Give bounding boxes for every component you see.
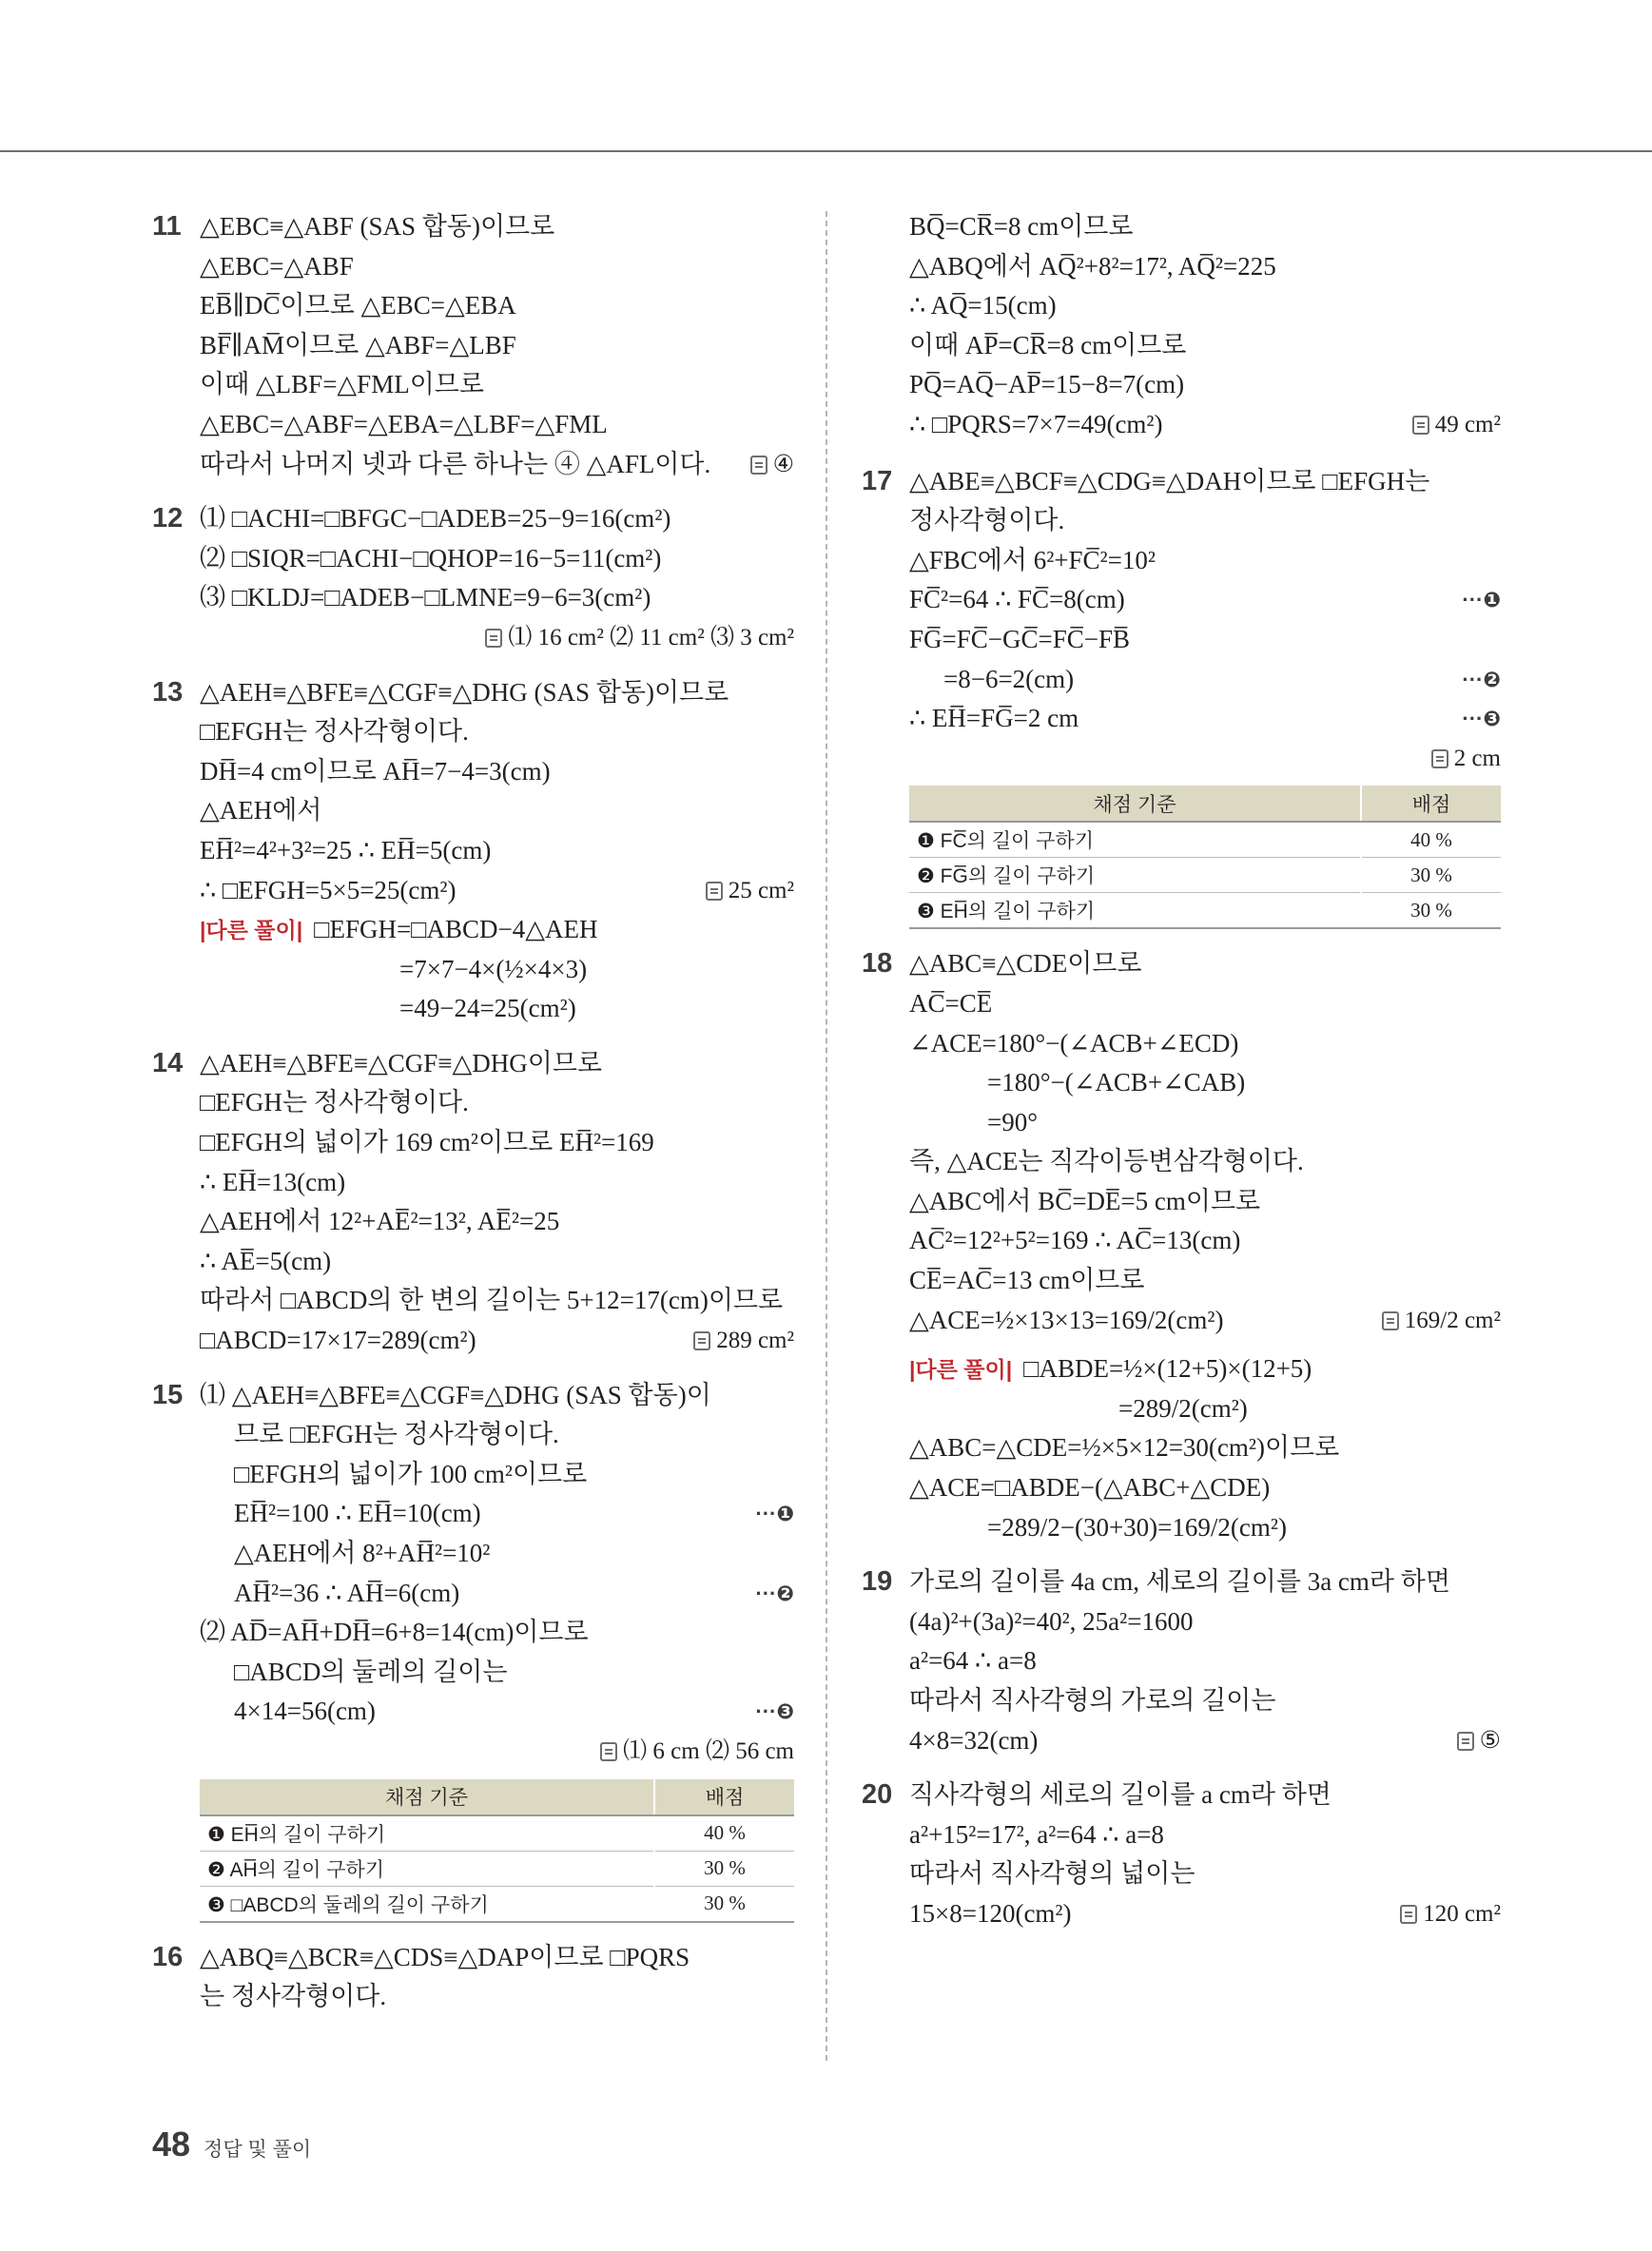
scoring-table bbox=[200, 1779, 794, 1923]
score-cell: 30 % bbox=[1361, 858, 1501, 893]
answer-icon bbox=[485, 629, 502, 648]
solution-line: DH̅=4 cm이므로 AH̅=7−4=3(cm) bbox=[200, 756, 551, 786]
score-cell: 30 % bbox=[654, 1851, 794, 1886]
solution-line: △FBC에서 6²+FC̅²=10² bbox=[909, 545, 1156, 574]
step-marker: ···❷ bbox=[1462, 667, 1501, 691]
answer-text: ⑤ bbox=[1479, 1727, 1501, 1754]
answer-text: 169/2 cm² bbox=[1404, 1307, 1501, 1333]
answer-text: 2 cm bbox=[1453, 745, 1501, 771]
scoring-row bbox=[200, 1851, 794, 1886]
solution-text: FC̅²=64 ∴ FC̅=8(cm) bbox=[909, 585, 1125, 614]
score-header: 배점 bbox=[1361, 786, 1501, 822]
criteria-cell: ❸ EH̅의 길이 구하기 bbox=[909, 893, 1361, 929]
solution-line: ∴ EH̅=13(cm) bbox=[200, 1167, 346, 1196]
problem-number: 19 bbox=[862, 1566, 893, 1598]
answer bbox=[600, 1732, 794, 1772]
answer bbox=[693, 1321, 794, 1361]
solution-line: EH̅²=4²+3²=25 ∴ EH̅=5(cm) bbox=[200, 835, 492, 864]
solution-line: ⑴ □ACHI=□BFGC−□ADEB=25−9=16(cm²) bbox=[200, 504, 671, 534]
solution-line: EB̅∥DC̅이므로 △EBC=△EBA bbox=[200, 291, 516, 320]
solution-line: △AEH에서 12²+AE̅²=13², AE̅²=25 bbox=[200, 1207, 560, 1236]
answer bbox=[1400, 1894, 1501, 1934]
solution-line: =90° bbox=[987, 1107, 1039, 1136]
solution-line: △ABC≡△CDE이므로 bbox=[909, 949, 1142, 979]
score-header: 배점 bbox=[654, 1779, 794, 1815]
criteria-cell: ❶ FC̅의 길이 구하기 bbox=[909, 822, 1361, 858]
answer-icon bbox=[1412, 416, 1429, 435]
solution-line: □ABCD의 둘레의 길이는 bbox=[234, 1657, 508, 1686]
solution-line: ∠ACE=180°−(∠ACB+∠ECD) bbox=[909, 1028, 1239, 1058]
solution-line bbox=[909, 1894, 1501, 1934]
answer-icon bbox=[1382, 1311, 1399, 1330]
score-cell: 30 % bbox=[654, 1886, 794, 1922]
answer bbox=[485, 618, 794, 658]
solution-line bbox=[200, 1321, 794, 1361]
solution-text: EH̅²=100 ∴ EH̅=10(cm) bbox=[234, 1499, 481, 1528]
footer-label: 정답 및 풀이 bbox=[204, 2139, 312, 2161]
solution-line bbox=[909, 1721, 1501, 1761]
solution-line: △EBC=△ABF bbox=[200, 251, 354, 281]
step-marker: ···❸ bbox=[755, 1699, 794, 1724]
solution-line: △AEH에서 8²+AH̅²=10² bbox=[234, 1539, 491, 1567]
answer-text: ⑴ 16 cm² ⑵ 11 cm² ⑶ 3 cm² bbox=[508, 624, 794, 650]
column-divider bbox=[826, 211, 827, 2061]
alt-solution-line: =49−24=25(cm²) bbox=[399, 994, 576, 1023]
answer-text: 25 cm² bbox=[728, 877, 794, 903]
solution-line: 따라서 직사각형의 가로의 길이는 bbox=[909, 1686, 1276, 1715]
solution-line: 이때 AP̅=CR̅=8 cm이므로 bbox=[909, 330, 1187, 359]
alt-solution-line bbox=[909, 1349, 1501, 1389]
problem-number: 17 bbox=[862, 465, 893, 496]
solution-line: 는 정사각형이다. bbox=[200, 1982, 387, 2011]
answer-icon bbox=[1431, 749, 1448, 768]
score-cell: 40 % bbox=[1361, 822, 1501, 858]
problem-18 bbox=[862, 944, 1501, 1547]
answer-icon bbox=[693, 1331, 710, 1350]
answer bbox=[750, 445, 794, 485]
solution-text: AH̅²=36 ∴ AH̅=6(cm) bbox=[234, 1578, 460, 1607]
solution-line: △AEH에서 bbox=[200, 796, 322, 825]
solution-line bbox=[200, 871, 794, 911]
problem-12 bbox=[152, 499, 794, 657]
top-rule bbox=[0, 150, 1652, 152]
alt-solution-line: △ACE=□ABDE−(△ABC+△CDE) bbox=[909, 1473, 1271, 1503]
scoring-row bbox=[200, 1886, 794, 1922]
solution-line: ⑴ △AEH≡△BFE≡△CGF≡△DHG (SAS 합동)이 bbox=[200, 1380, 711, 1409]
solution-line: ∴ AQ̅=15(cm) bbox=[909, 291, 1057, 320]
score-cell: 30 % bbox=[1361, 893, 1501, 929]
answer-text: ④ bbox=[772, 451, 794, 477]
solution-line: 가로의 길이를 4a cm, 세로의 길이를 3a cm라 하면 bbox=[909, 1567, 1450, 1597]
answer bbox=[1412, 405, 1501, 445]
solution-line: BQ̅=CR̅=8 cm이므로 bbox=[909, 212, 1134, 241]
solution-line: 므로 □EFGH는 정사각형이다. bbox=[234, 1420, 559, 1449]
alt-solution-label: |다른 풀이| bbox=[200, 918, 303, 943]
answer-icon bbox=[750, 456, 768, 475]
step-marker: ···❷ bbox=[755, 1581, 794, 1605]
solution-line: △ABQ에서 AQ̅²+8²=17², AQ̅²=225 bbox=[909, 251, 1276, 281]
solution-text: □ABDE=½×(12+5)×(12+5) bbox=[1023, 1354, 1312, 1384]
scoring-header-row bbox=[200, 1779, 794, 1815]
solution-text: 4×8=32(cm) bbox=[909, 1725, 1039, 1755]
solution-line bbox=[909, 405, 1501, 445]
scoring-header-row bbox=[909, 786, 1501, 822]
solution-text: □EFGH=□ABCD−4△AEH bbox=[314, 915, 598, 944]
answer bbox=[1431, 739, 1501, 779]
problem-number: 18 bbox=[862, 948, 893, 980]
answer bbox=[1457, 1721, 1501, 1761]
solution-line: 따라서 직사각형의 넓이는 bbox=[909, 1859, 1195, 1889]
solution-text: △ACE=½×13×13=169/2(cm²) bbox=[909, 1305, 1224, 1334]
criteria-cell: ❷ FG̅의 길이 구하기 bbox=[909, 858, 1361, 893]
scoring-row bbox=[909, 858, 1501, 893]
alt-solution-line: =7×7−4×(½×4×3) bbox=[399, 954, 588, 983]
alt-solution-line: =289/2−(30+30)=169/2(cm²) bbox=[987, 1512, 1287, 1542]
problem-20 bbox=[862, 1776, 1501, 1933]
solution-line: □EFGH는 정사각형이다. bbox=[200, 1088, 469, 1117]
alt-solution-label: |다른 풀이| bbox=[909, 1357, 1013, 1383]
problem-19 bbox=[862, 1562, 1501, 1760]
scoring-row bbox=[200, 1815, 794, 1852]
solution-line: □EFGH는 정사각형이다. bbox=[200, 717, 469, 747]
problem-13 bbox=[152, 673, 794, 1029]
solution-line: FG̅=FC̅−GC̅=FC̅−FB̅ bbox=[909, 624, 1131, 653]
problem-number: 13 bbox=[152, 676, 184, 708]
answer-text: ⑴ 6 cm ⑵ 56 cm bbox=[623, 1737, 794, 1764]
solution-line: △AEH≡△BFE≡△CGF≡△DHG이므로 bbox=[200, 1048, 603, 1077]
problem-16 bbox=[152, 1938, 794, 2017]
solution-line: PQ̅=AQ̅−AP̅=15−8=7(cm) bbox=[909, 370, 1185, 399]
solution-line: CE̅=AC̅=13 cm이므로 bbox=[909, 1266, 1145, 1295]
solution-line: 따라서 □ABCD의 한 변의 길이는 5+12=17(cm)이므로 bbox=[200, 1286, 784, 1315]
answer bbox=[706, 871, 794, 911]
answer-text: 49 cm² bbox=[1434, 411, 1501, 437]
problem-14 bbox=[152, 1044, 794, 1361]
solution-line: AC̅=CE̅ bbox=[909, 988, 993, 1018]
solution-text: 15×8=120(cm²) bbox=[909, 1898, 1072, 1928]
solution-line: △EBC=△ABF=△EBA=△LBF=△FML bbox=[200, 409, 608, 438]
step-marker: ···❸ bbox=[1462, 707, 1501, 731]
solution-line bbox=[200, 1574, 794, 1614]
solution-line: △AEH≡△BFE≡△CGF≡△DHG (SAS 합동)이므로 bbox=[200, 677, 729, 707]
solution-text: 따라서 나머지 넷과 다른 하나는 ④ △AFL이다. bbox=[200, 449, 711, 478]
problem-11 bbox=[152, 207, 794, 484]
right-column bbox=[862, 207, 1501, 1950]
solution-line: a²=64 ∴ a=8 bbox=[909, 1646, 1037, 1676]
scoring-table bbox=[909, 786, 1501, 929]
answer-line bbox=[909, 739, 1501, 779]
answer-line bbox=[200, 618, 794, 658]
answer-icon bbox=[600, 1742, 617, 1761]
page-footer bbox=[152, 2125, 311, 2164]
solution-text: ∴ □PQRS=7×7=49(cm²) bbox=[909, 409, 1163, 438]
problem-16-continued bbox=[862, 207, 1501, 445]
solution-line: □EFGH의 넓이가 169 cm²이므로 EH̅²=169 bbox=[200, 1128, 654, 1157]
step-marker: ···❶ bbox=[1462, 588, 1501, 612]
solution-line bbox=[909, 580, 1501, 620]
answer bbox=[1382, 1301, 1501, 1341]
solution-text: =8−6=2(cm) bbox=[943, 664, 1075, 693]
answer-icon bbox=[1400, 1905, 1417, 1924]
solution-line: △ABC에서 BC̅=DE̅=5 cm이므로 bbox=[909, 1186, 1261, 1215]
problem-number: 16 bbox=[152, 1941, 184, 1972]
solution-line: □EFGH의 넓이가 100 cm²이므로 bbox=[234, 1459, 588, 1488]
page-number: 48 bbox=[152, 2125, 191, 2164]
answer-line bbox=[200, 1732, 794, 1772]
solution-line: 이때 △LBF=△FML이므로 bbox=[200, 370, 484, 399]
solution-line: △ABQ≡△BCR≡△CDS≡△DAP이므로 □PQRS bbox=[200, 1942, 690, 1971]
problem-15 bbox=[152, 1376, 794, 1923]
problem-number: 20 bbox=[862, 1779, 893, 1811]
solution-line: 즉, △ACE는 직각이등변삼각형이다. bbox=[909, 1147, 1304, 1176]
solution-line: BF̅∥AM̅이므로 △ABF=△LBF bbox=[200, 330, 516, 359]
problem-number: 11 bbox=[152, 211, 182, 242]
criteria-cell: ❸ □ABCD의 둘레의 길이 구하기 bbox=[200, 1886, 654, 1922]
score-cell: 40 % bbox=[654, 1815, 794, 1852]
solution-line bbox=[909, 699, 1501, 739]
solution-line bbox=[909, 1301, 1501, 1341]
left-column bbox=[152, 207, 794, 2032]
solution-text: ∴ □EFGH=5×5=25(cm²) bbox=[200, 875, 457, 904]
solution-line bbox=[909, 660, 1501, 700]
criteria-cell: ❶ EH̅의 길이 구하기 bbox=[200, 1815, 654, 1852]
solution-line: =180°−(∠ACB+∠CAB) bbox=[987, 1068, 1246, 1097]
solution-text: □ABCD=17×17=289(cm²) bbox=[200, 1326, 476, 1355]
solution-text: ∴ EH̅=FG̅=2 cm bbox=[909, 704, 1079, 733]
solution-text: 4×14=56(cm) bbox=[234, 1697, 376, 1726]
problem-17 bbox=[862, 462, 1501, 930]
solution-line: 직사각형의 세로의 길이를 a cm라 하면 bbox=[909, 1780, 1331, 1810]
scoring-row bbox=[909, 822, 1501, 858]
solution-line: ∴ AE̅=5(cm) bbox=[200, 1246, 332, 1275]
solution-line: (4a)²+(3a)²=40², 25a²=1600 bbox=[909, 1606, 1194, 1636]
alt-solution-line: =289/2(cm²) bbox=[1118, 1393, 1248, 1423]
answer-icon bbox=[1457, 1732, 1474, 1751]
answer-text: 120 cm² bbox=[1423, 1900, 1501, 1927]
solution-line: 정사각형이다. bbox=[909, 506, 1065, 535]
alt-solution-line: △ABC=△CDE=½×5×12=30(cm²)이므로 bbox=[909, 1433, 1340, 1463]
solution-line bbox=[200, 1494, 794, 1534]
criteria-header: 채점 기준 bbox=[909, 786, 1361, 822]
solution-line bbox=[200, 1692, 794, 1732]
solution-line: ⑵ □SIQR=□ACHI−□QHOP=16−5=11(cm²) bbox=[200, 543, 662, 572]
solution-line: AC̅²=12²+5²=169 ∴ AC̅=13(cm) bbox=[909, 1226, 1241, 1255]
criteria-header: 채점 기준 bbox=[200, 1779, 654, 1815]
scoring-row bbox=[909, 893, 1501, 929]
step-marker: ···❶ bbox=[755, 1502, 794, 1526]
answer-text: 289 cm² bbox=[716, 1328, 794, 1354]
criteria-cell: ❷ AH̅의 길이 구하기 bbox=[200, 1851, 654, 1886]
solution-line bbox=[200, 445, 794, 485]
solution-line: △EBC≡△ABF (SAS 합동)이므로 bbox=[200, 212, 555, 241]
problem-number: 12 bbox=[152, 503, 184, 534]
problem-number: 15 bbox=[152, 1379, 184, 1410]
solution-line: a²+15²=17², a²=64 ∴ a=8 bbox=[909, 1819, 1164, 1849]
alt-solution-line bbox=[200, 910, 794, 950]
solution-line: ⑶ □KLDJ=□ADEB−□LMNE=9−6=3(cm²) bbox=[200, 583, 651, 612]
solution-line: △ABE≡△BCF≡△CDG≡△DAH이므로 □EFGH는 bbox=[909, 466, 1430, 495]
problem-number: 14 bbox=[152, 1047, 184, 1078]
answer-icon bbox=[706, 882, 723, 901]
solution-line: ⑵ AD̅=AH̅+DH̅=6+8=14(cm)이므로 bbox=[200, 1618, 589, 1647]
